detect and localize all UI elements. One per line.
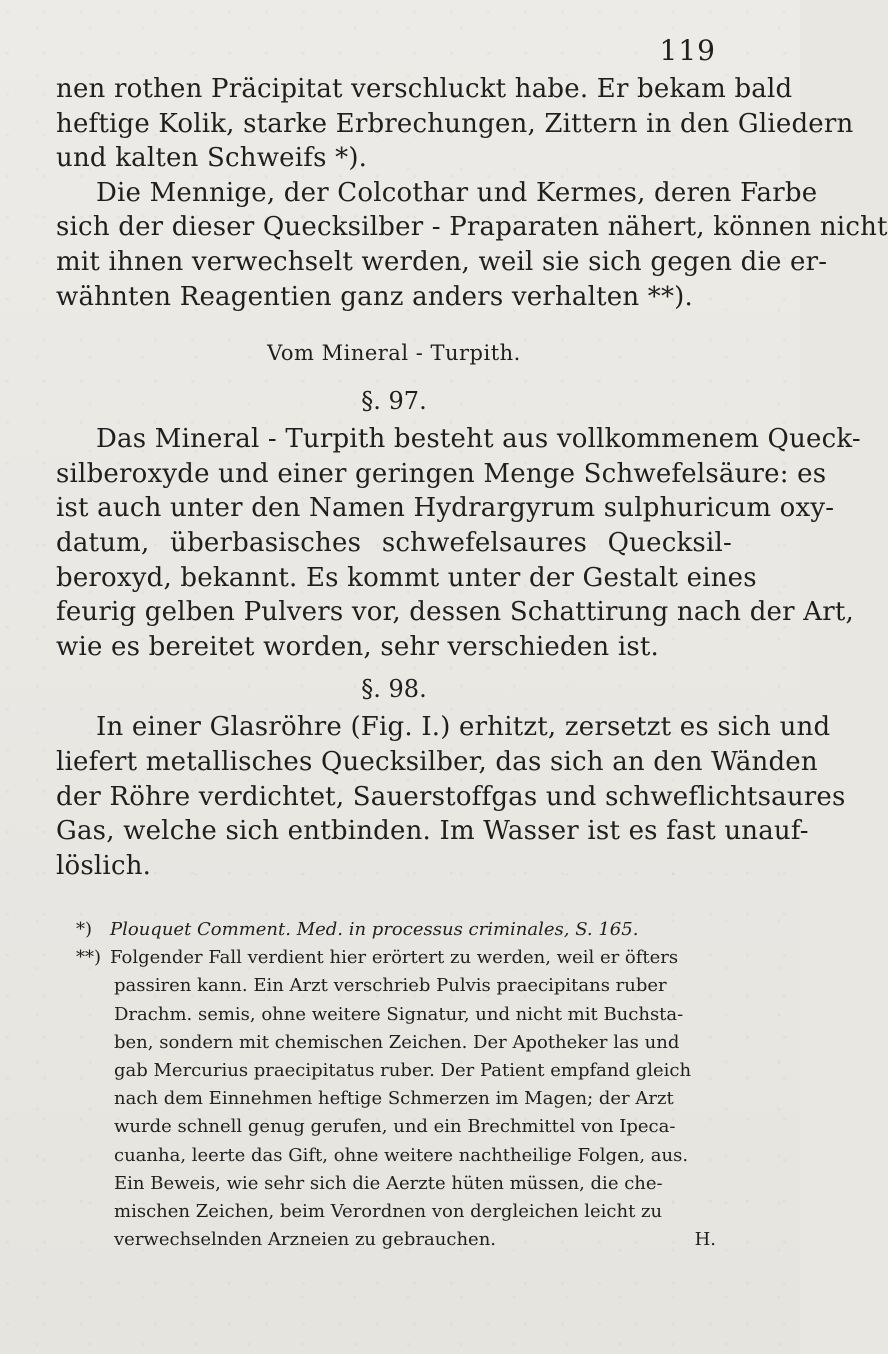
footnote-text: Folgender Fall verdient hier erörtert zu werden, weil er öfters	[110, 947, 679, 969]
footnote-line: nach dem Einnehmen heftige Schmerzen im Magen; der Arzt	[114, 1088, 674, 1110]
text-line: liefert metallisches Quecksilber, das sich an den Wänden	[56, 746, 818, 777]
text-line: und kalten Schweifs *).	[56, 143, 368, 174]
text-line: nen rothen Präcipitat verschluckt habe. Er bekam bald	[56, 74, 793, 104]
footnote-line: Ein Beweis, wie sehr sich die Aerzte hüten müssen, die che-	[114, 1172, 663, 1194]
signature: H.	[694, 1229, 716, 1251]
text-line: In einer Glasröhre (Fig. I.) erhitzt, zersetzt es sich und	[96, 712, 831, 743]
page-number: 119	[659, 34, 716, 67]
text-line: feurig gelben Pulvers vor, dessen Schattirung nach der Art,	[56, 597, 854, 628]
text-line: beroxyd, bekannt. Es kommt unter der Gestalt eines	[56, 562, 757, 593]
footnote-1	[76, 916, 754, 944]
footnote-line: gab Mercurius praecipitatus ruber. Der Patient empfand gleich	[114, 1060, 692, 1082]
text-line: Gas, welche sich entbinden. Im Wasser ist es fast unauf-	[56, 816, 809, 847]
text-line: wähnten Reagentien ganz anders verhalten **).	[56, 281, 693, 312]
text-line: heftige Kolik, starke Erbrechungen, Zittern in den Gliedern	[56, 108, 854, 139]
text-line: ist auch unter den Namen Hydrargyrum sulphuricum oxy-	[56, 493, 835, 524]
text-line: Die Mennige, der Colcothar und Kermes, deren Farbe	[96, 177, 818, 208]
footnote-last-line	[76, 1226, 754, 1254]
text-line: datum, überbasisches schwefelsaures Quecksil-	[56, 527, 732, 558]
footnote-line: mischen Zeichen, beim Verordnen von dergleichen leicht zu	[114, 1201, 663, 1223]
footnote-text: verwechselnden Arzneien zu gebrauchen.	[114, 1229, 497, 1251]
subheading: Vom Mineral - Turpith.	[267, 341, 521, 366]
section-97: §. 97.	[361, 387, 427, 416]
footnote-line: passiren kann. Ein Arzt verschrieb Pulvis praecipitans ruber	[114, 975, 667, 997]
footnote-text: Plouquet Comment. Med. in processus criminales, S. 165.	[110, 919, 639, 940]
text-line: mit ihnen verwechselt werden, weil sie sich gegen die er-	[56, 246, 828, 277]
footnote-line: Drachm. semis, ohne weitere Signatur, und nicht mit Buchsta-	[114, 1003, 684, 1025]
footnote-marker: **)	[76, 947, 102, 969]
footnotes	[76, 916, 754, 1254]
text-line: der Röhre verdichtet, Sauerstoffgas und schweflichtsaures	[56, 781, 846, 812]
footnote-line: wurde schnell genug gerufen, und ein Brechmittel von Ipeca-	[114, 1116, 676, 1138]
footnote-marker: *)	[76, 919, 93, 940]
text-line: löslich.	[56, 850, 152, 881]
section-98: §. 98.	[361, 675, 427, 704]
main-text	[56, 72, 888, 883]
footnote-2-first-line	[76, 944, 754, 972]
text-line: silberoxyde und einer geringen Menge Schwefelsäure: es	[56, 458, 827, 489]
footnote-line: ben, sondern mit chemischen Zeichen. Der Apotheker las und	[114, 1031, 680, 1053]
text-line: sich der dieser Quecksilber - Praparaten nähert, können nicht	[56, 212, 888, 243]
text-line: wie es bereitet worden, sehr verschieden ist.	[56, 631, 660, 662]
footnote-line: cuanha, leerte das Gift, ohne weitere nachtheilige Folgen, aus.	[114, 1144, 689, 1166]
text-line: Das Mineral - Turpith besteht aus vollkommenem Queck-	[96, 424, 861, 455]
